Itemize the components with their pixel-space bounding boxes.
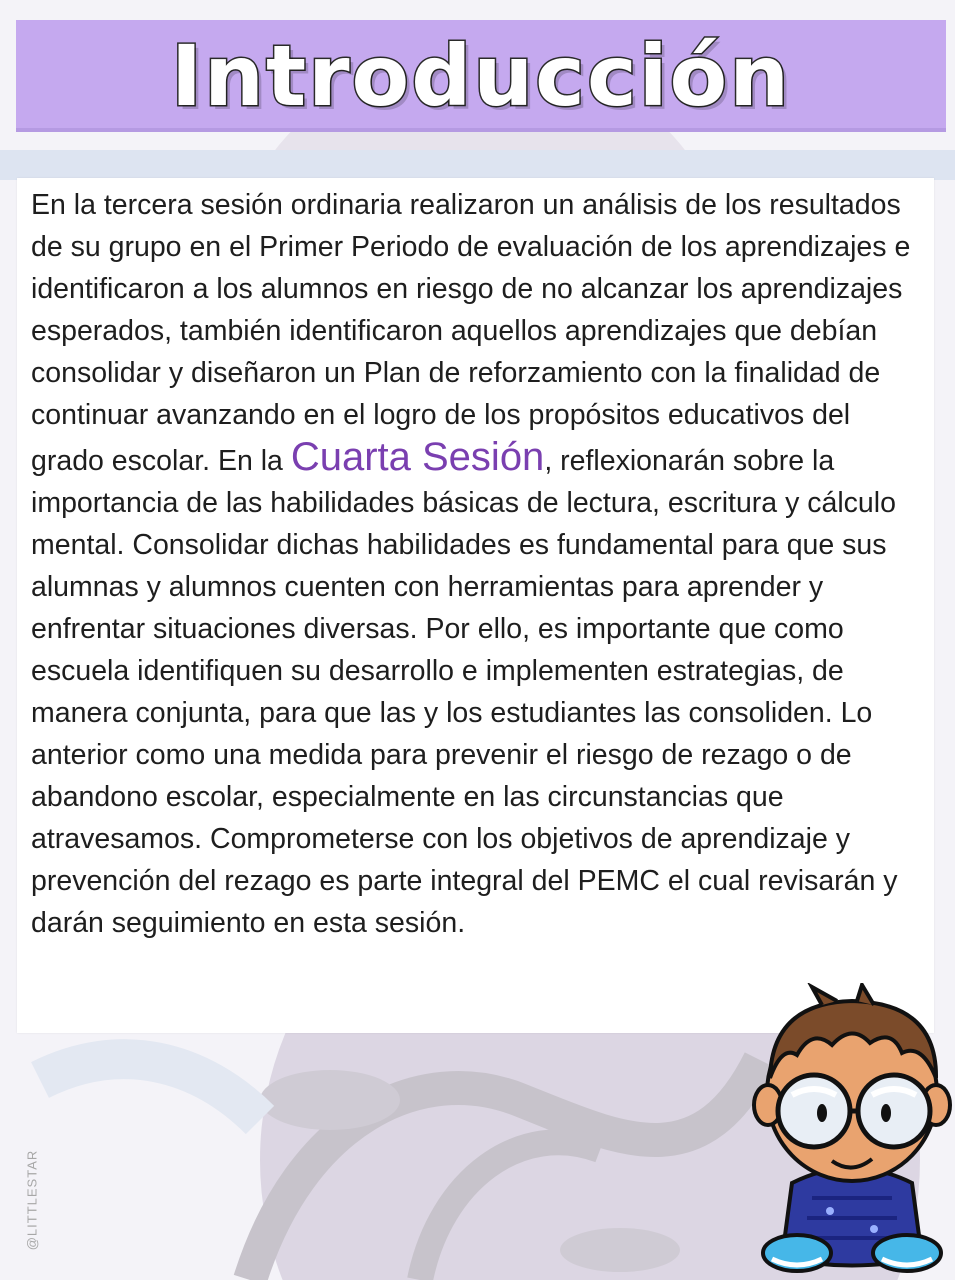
content-card (17, 178, 934, 1033)
paragraph-text-part-2: , reflexionarán sobre la importancia de las habilidades básicas de lectura, escritura y cálculo mental. Consolidar dichas habilidades es fundamental para que sus alumnas y alumnos cuenten con herramientas para aprender y enfrentar situaciones diversas. Por ello, es importante que como escuela identifiquen su desarrollo e implementen estrategias, de manera conjunta, para que las y los estudiantes las consoliden. Lo anterior como una medida para prevenir el riesgo de rezago o de abandono escolar, especialmente en las circunstancias que atravesamos. Comprometerse con los objetivos de aprendizaje y prevención del rezago es parte integral del PEMC el cual revisarán y darán seguimiento en esta sesión. (31, 445, 898, 939)
highlight-cuarta-sesion: Cuarta Sesión (290, 435, 545, 479)
page-title: Introducción (170, 27, 792, 125)
intro-paragraph (31, 184, 926, 944)
boy-with-glasses-illustration (752, 983, 952, 1280)
paragraph-text-part-1: En la tercera sesión ordinaria realizaron un análisis de los resultados de su grupo en el Primer Periodo de evaluación de los aprendizajes e identificaron a los alumnos en riesgo de no alcanzar los aprendizajes esperados, también identificaron aquellos aprendizajes que debían consolidar y diseñaron un Plan de reforzamiento con la finalidad de continuar avanzando en el logro de los propósitos educativos del grado escolar. En la (31, 189, 911, 477)
watermark-text: @LITTLESTAR (24, 1149, 40, 1251)
title-banner (16, 20, 946, 132)
watermark (12, 1145, 52, 1255)
